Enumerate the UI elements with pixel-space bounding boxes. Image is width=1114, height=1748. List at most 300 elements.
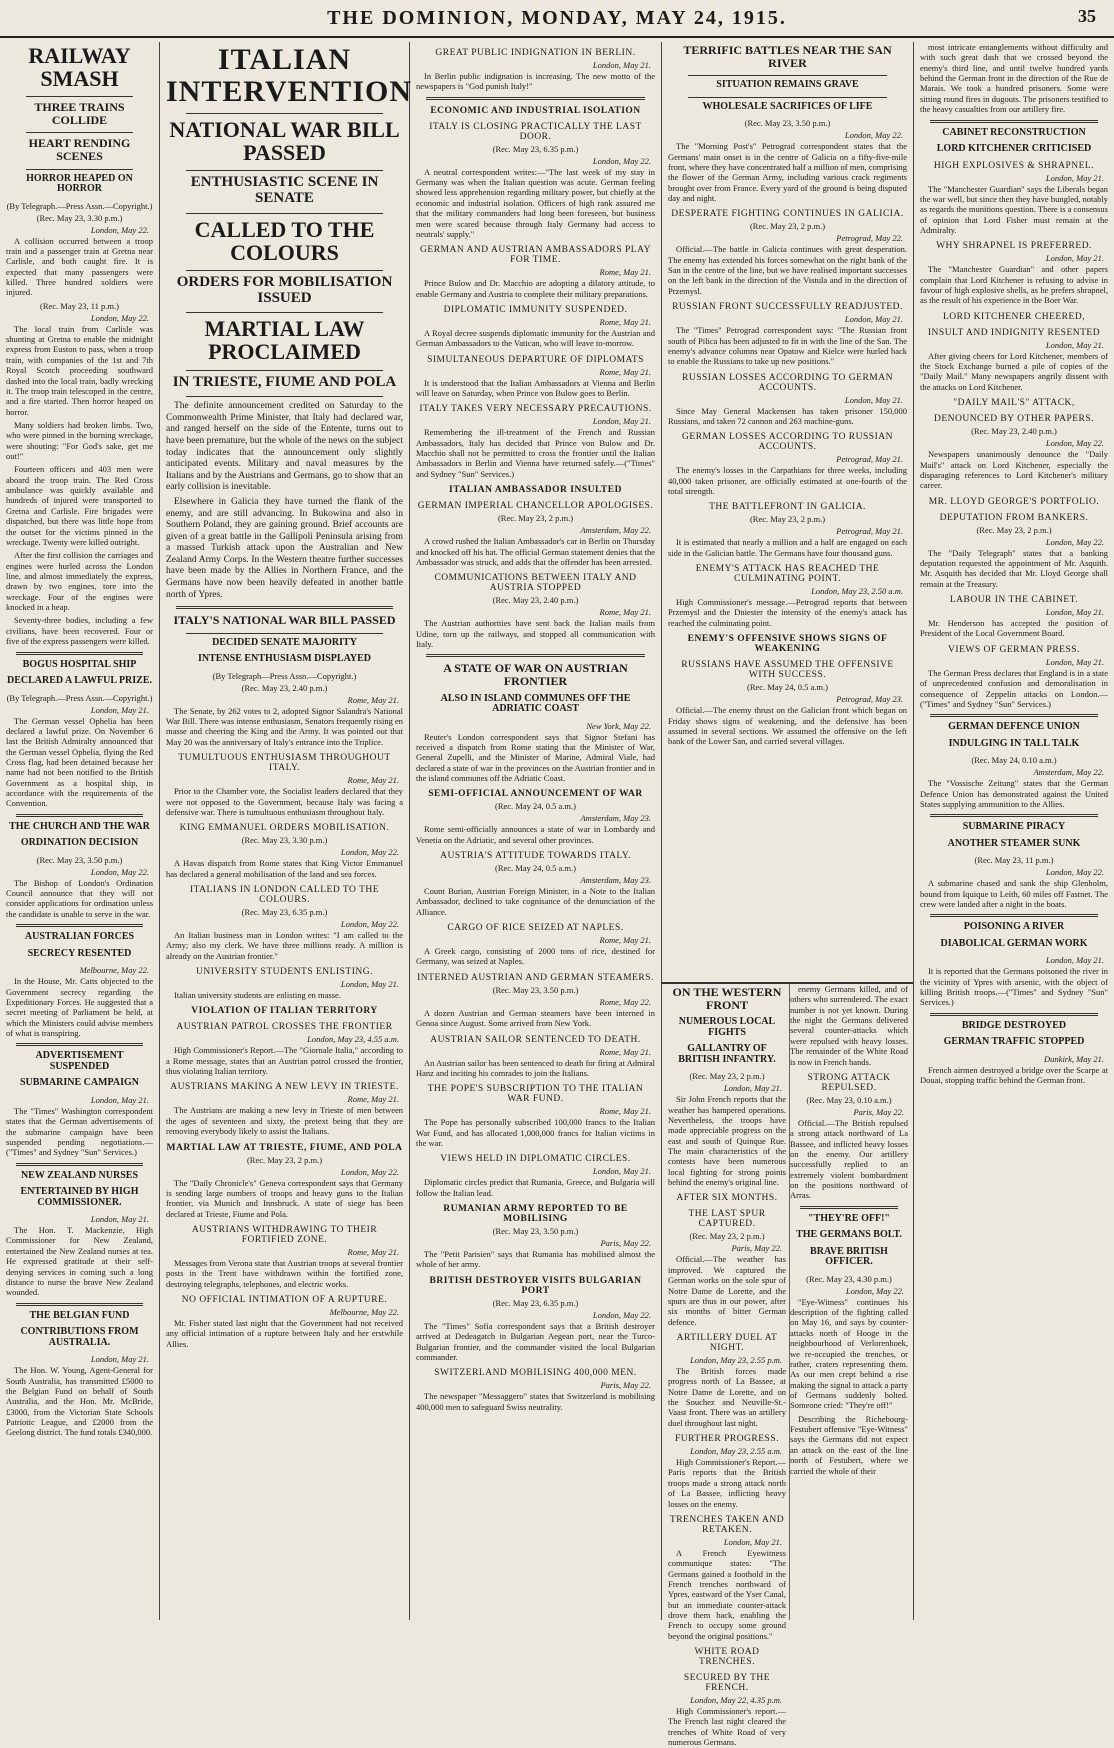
section-subhead: RUSSIAN LOSSES ACCORDING TO GERMAN ACCOUNTS. (682, 372, 893, 393)
column-1 (0, 42, 160, 1620)
divider (16, 1303, 143, 1306)
article-paragraph: Fourteen officers and 403 men were aboard the troop train. The Red Cross ambulance was quickly available and hundreds of injured were transported to Gretna and Carlisle. Fire brigades were dispatched, but there was little hope from the outset for the victims pinned in the wreckage. Twenty were killed outright. (6, 464, 153, 547)
section-subhead: LABOUR IN THE CABINET. (949, 595, 1079, 606)
divider (186, 213, 383, 214)
headline: IN TRIESTE, FIUME AND POLA (172, 373, 397, 390)
divider (930, 714, 1098, 717)
section-subhead: WHY SHRAPNEL IS PREFERRED. (936, 241, 1092, 252)
dateline: Petrograd, May 21. (836, 526, 903, 537)
dateline: Rome, May 21. (599, 1046, 651, 1057)
section-headline: RUMANIAN ARMY REPORTED TO BE MOBILISING (443, 1204, 628, 1225)
received-line: (Rec. May 23, 0.10 a.m.) (806, 1094, 892, 1105)
article-paragraph: A neutral correspondent writes:—"The last week of my stay in Germany was when the Italian question was acute. German feeling showed less apprehension regarding military power, but chiefly at the economic and industrial isolation. Officers of high rank assured me that the military commanders had long been foreseen, but business men were scared because through Italy Germany had access to neutrals' supply." (416, 166, 655, 239)
section-subhead: SIMULTANEOUS DEPARTURE OF DIPLOMATS (427, 354, 644, 365)
subheadline: GERMAN TRAFFIC STOPPED (943, 1036, 1085, 1048)
section-subhead: THE LAST SPUR CAPTURED. (688, 1209, 766, 1230)
subheadline: INDULGING IN TALL TALK (948, 737, 1080, 749)
dateline: London, May 21. (90, 1354, 149, 1365)
received-line: (Rec. May 23, 2 p.m.) (689, 1231, 765, 1242)
credit-line: (By Telegraph.—Press Assn.—Copyright.) (6, 692, 153, 703)
section-subhead: AUSTRIAN SAILOR SENTENCED TO DEATH. (430, 1034, 641, 1045)
subheadline: WHOLESALE SACRIFICES OF LIFE (702, 100, 873, 112)
section-subhead: GREAT PUBLIC INDIGNATION IN BERLIN. (435, 48, 636, 58)
received-line: (Rec. May 24, 0.10 a.m.) (971, 755, 1057, 766)
headline: ITALY'S NATIONAL WAR BILL PASSED (173, 613, 396, 628)
headline: NATIONAL WAR BILL PASSED (169, 117, 400, 166)
article-paragraph: Official.—The battle in Galicia continues with great desperation. The enemy has extended his forces somewhat on the right bank of the San in the centre of the line, but we have realised important successes on the left bank in the direction of the Vistula and in the direction of Przemysl. (668, 244, 907, 296)
section-subhead: STRONG ATTACK REPULSED. (807, 1072, 891, 1093)
section-subhead: NO OFFICIAL INTIMATION OF A RUPTURE. (181, 1295, 388, 1306)
section-subhead: DENOUNCED BY OTHER PAPERS. (933, 414, 1095, 425)
received-line: (Rec. May 23, 3.50 p.m.) (492, 984, 579, 995)
section-subhead: ITALY TAKES VERY NECESSARY PRECAUTIONS. (419, 404, 652, 415)
dateline: London, May 23, 4.55 a.m. (307, 1034, 399, 1045)
dateline: London, May 22. (844, 130, 903, 141)
article-paragraph: An Austrian sailor has been sentenced to death for firing at Admiral Hanz and inciting his comrades to join the Italians. (416, 1057, 655, 1078)
received-line: (Rec. May 23, 6.35 p.m.) (241, 906, 328, 917)
article-paragraph: The "Morning Post's" Petrograd correspondent states that the Germans' main onset is in the centre of Galicia on a fifty-five-mile front, where they have concentrated half a million of men, comprising the flower of the German Army, including various crack regiments brought over from France. Every yard of the ground is being disputed day and night. (668, 141, 907, 203)
headline: CALLED TO THE COLOURS (194, 216, 375, 265)
section-subhead: ITALIANS IN LONDON CALLED TO THE COLOURS. (189, 884, 380, 905)
article-paragraph: The German Press declares that England is in a state of unprecedented confusion and demoralisation in consequence of Zeppelin attacks on London.—("Times" and Sydney "Sun" Services.) (920, 667, 1108, 709)
dateline: Rome, May 21. (599, 366, 651, 377)
article-paragraph: The "Times" Washington correspondent states that the German advertisements of the submarine campaign have been suspended pending negotiations.—("Times" and Sydney "Sun" Services.) (6, 1105, 153, 1158)
section-subhead: GERMAN LOSSES ACCORDING TO RUSSIAN ACCOUNTS. (682, 432, 893, 453)
article-paragraph: Diplomatic circles predict that Rumania, Greece, and Bulgaria will follow the Italian lead. (416, 1177, 655, 1198)
article-paragraph: In the House, Mr. Catts objected to the Government secrecy regarding the Expeditionary Forces. He suggested that a secret meeting of Parliament be held, at which the Ministers could advise members of what is transpiring. (6, 976, 153, 1038)
subheadline: BRAVE BRITISH OFFICER. (810, 1245, 888, 1268)
section-subhead: ITALY IS CLOSING PRACTICALLY THE LAST DOOR. (429, 121, 642, 142)
dateline: Petrograd, May 22. (836, 233, 903, 244)
article-paragraph: The "Petit Parisien" says that Rumania has mobilised almost the whole of her army. (416, 1249, 655, 1270)
article-paragraph: A Havas dispatch from Rome states that King Victor Emmanuel has declared a general mobilisation of the land and sea forces. (166, 858, 403, 879)
article-paragraph: After the first collision the carriages and engines were hurled across the London line, and almost immediately the express, drawn by two engines, tore into the wreckage. Four of the engines were knocked in a heap. (6, 550, 153, 613)
divider (16, 1163, 143, 1166)
received-line: (Rec. May 23, 3.30 p.m.) (241, 835, 328, 846)
credit-line: (By Telegraph.—Press Assn.—Copyright.) (6, 200, 153, 211)
headline: A STATE OF WAR ON AUSTRIAN FRONTIER (443, 661, 628, 688)
article-paragraph: most intricate entanglements without difficulty and with such great dash that we crossed beyond the enemy's third line, and until twelve hundred yards behind the German front in the direction of the Rue de Marais. We took a hundred prisoners. Some were sitting round fires in dugouts. The prisoners testified to the heavy casualties from our artillery fire. (920, 42, 1108, 115)
received-line: (Rec. May 23, 2 p.m.) (749, 514, 826, 525)
headline: ADVERTISEMENT SUSPENDED (35, 1050, 124, 1072)
article-paragraph: The Hon. W. Young, Agent-General for South Australia, has transmitted £5000 to the Belgian Fund on behalf of South Australia, and the Hon. Mr. McBride, £3000, from the Victorian State Schools Patriotic League, and £2000 from the Geelong district. The fund totals £340,000. (6, 1365, 153, 1438)
headline-italian-intervention: ITALIAN INTERVENTION (166, 43, 412, 108)
divider (16, 652, 143, 655)
received-line: (Rec. May 23, 2 p.m.) (497, 513, 574, 524)
divider (16, 924, 143, 927)
subheadline: ALSO IN ISLAND COMMUNES OFF THE ADRIATIC COAST (440, 692, 631, 715)
headline: AUSTRALIAN FORCES (24, 931, 135, 943)
dateline: Petrograd, May 23. (836, 694, 903, 705)
section-subhead: KING EMMANUEL ORDERS MOBILISATION. (179, 823, 390, 834)
article-paragraph: French airmen destroyed a bridge over the Scarpe at Douai, stopping traffic behind the German front. (920, 1064, 1108, 1086)
received-line: (Rec. May 23, 2 p.m.) (246, 1154, 323, 1165)
article-paragraph: After giving cheers for Lord Kitchener, members of the Stock Exchange burned a pile of copies of the "Daily Mail." Many newspapers angrily dissent with the attacks on Lord Kitchener. (920, 350, 1108, 392)
section-subhead: AFTER SIX MONTHS. (676, 1193, 778, 1204)
section-subhead: DESPERATE FIGHTING CONTINUES IN GALICIA. (671, 209, 904, 220)
subheadline: THE GERMANS BOLT. (796, 1229, 902, 1241)
received-line: (Rec. May 23, 2.40 p.m.) (241, 682, 328, 693)
dateline: London, May 22. (340, 1166, 399, 1177)
column-4b (790, 984, 908, 1620)
section-subhead: RUSSIAN FRONT SUCCESSFULLY READJUSTED. (672, 302, 903, 313)
dateline: London, May 21. (340, 979, 399, 990)
article-paragraph: The Pope has personally subscribed 100,000 francs to the Italian War Fund, and has allocated 1,000,000 francs for Italian victims in the war. (416, 1117, 655, 1148)
section-headline: ITALIAN AMBASSADOR INSULTED (449, 485, 622, 496)
article-paragraph: Many soldiers had broken limbs. Two, who were pinned in the burning wreckage, were shouting: "For God's sake, get me out!" (6, 419, 153, 462)
dateline: Amsterdam, May 23. (580, 875, 651, 886)
divider (176, 606, 393, 609)
section-subhead: VIEWS OF GERMAN PRESS. (948, 644, 1080, 655)
article-paragraph: The Austrian authorities have sent back the Italian mails from Udine, torn up the railways, and stopped all communication with Italy. (416, 618, 655, 649)
received-line: (Rec. May 23, 4.30 p.m.) (806, 1273, 892, 1284)
column-4-bottom (662, 982, 913, 1748)
article-paragraph: The "Times" Petrograd correspondent says: "The Russian front south of Pilica has been adjusted to fit in with the line of the San. The enemy's advance columns near Opatow and Kielce were hurled back to enable the Russians to take up new positions." (668, 325, 907, 367)
section-subhead: GERMAN AND AUSTRIAN AMBASSADORS PLAY FOR TIME. (420, 245, 651, 266)
dateline: Paris, May 22. (600, 1380, 651, 1391)
received-line: (Rec. May 23, 11 p.m.) (974, 855, 1054, 866)
dateline: London, May 21. (90, 1214, 149, 1225)
section-subhead: INSULT AND INDIGNITY RESENTED (927, 327, 1101, 338)
subheadline: SITUATION REMAINS GRAVE (716, 79, 859, 91)
section-subhead: ARTILLERY DUEL AT NIGHT. (676, 1332, 778, 1353)
article-paragraph: Prince Bulow and Dr. Macchio are adopting a dilatory attitude, to enable Germany and Austria to complete their military preparations. (416, 278, 655, 299)
column-4-top (668, 42, 907, 977)
article-paragraph: The Senate, by 262 votes to 2, adopted Signor Salandra's National War Bill. There was intense enthusiasm, Senators frequently rising en masse and cheering the King and the Army. It was pointed out that May 20 was the anniversary of Italy's entrance into the Triplice. (166, 705, 403, 747)
section-subhead: ENEMY'S ATTACK HAS REACHED THE CULMINATING POINT. (695, 564, 880, 585)
headline: "THEY'RE OFF!" (808, 1212, 890, 1224)
article-paragraph: The German vessel Ophelia has been declared a lawful prize. On November 6 last the British Admiralty announced that the German vessel Ophelia, flying the Red Cross flag, had been detained because her name had not been notified to the British Government as a hospital ship, in accordance with the requirements of the Convention. (6, 715, 153, 809)
headline: SUBMARINE PIRACY (962, 821, 1066, 833)
dateline: London, May 21. (1045, 607, 1104, 618)
section-subhead: GERMAN IMPERIAL CHANCELLOR APOLOGISES. (417, 501, 654, 512)
section-subhead: INTERNED AUSTRIAN AND GERMAN STEAMERS. (417, 972, 654, 983)
dateline: London, May 23, 2.55 a.m. (690, 1446, 782, 1457)
divider (688, 97, 887, 98)
article-paragraph: Seventy-three bodies, including a few civilians, have been recovered. Four or five of the express passengers were killed. (6, 615, 153, 647)
dateline: London, May 23, 2.50 a.m. (811, 586, 903, 597)
article-paragraph: A dozen Austrian and German steamers have been interned in Genoa since August. Some arrived from New York. (416, 1007, 655, 1029)
article-paragraph: The "Vossische Zeitung" states that the German Defence Union has demonstrated against the United States supplying ammunition to the Allies. (920, 778, 1108, 809)
received-line: (Rec. May 23, 6.35 p.m.) (492, 1297, 579, 1308)
column-4a (668, 984, 790, 1748)
dateline: London, May 21. (592, 60, 651, 70)
divider (186, 396, 383, 397)
article-paragraph: Count Burian, Austrian Foreign Minister, in a Note to the Italian Ambassador, declined to take cognisance of the denunciation of the Alliance. (416, 886, 655, 917)
dateline: London, May 21. (844, 314, 903, 325)
article-paragraph: Describing the Richebourg-Festubert offensive "Eye-Witness" says the Germans did not expect an attack on the east of the line north of Festubert, where we carried the whole of their (790, 1413, 908, 1476)
section-headline: BRITISH DESTROYER VISITS BULGARIAN PORT (429, 1275, 642, 1296)
article-paragraph: It is understood that the Italian Ambassadors at Vienna and Berlin will leave on Saturday, when Prince von Bulow goes to Berlin. (416, 377, 655, 399)
dateline: Rome, May 21. (599, 935, 651, 946)
dateline: London, May 22. (90, 312, 149, 323)
subheadline: HEART RENDING SCENES (28, 136, 131, 163)
dateline: London, May 22. (1045, 867, 1104, 878)
dateline: Paris, May 22. (731, 1243, 782, 1254)
headline: ENTHUSIASTIC SCENE IN SENATE (190, 174, 379, 206)
divider (16, 814, 143, 817)
article-paragraph: The British forces made progress north of La Bassee, at Notre Dame de Lorette, and on the Souchez and Neuville-St.-Vaast front. There was an artillery duel throughout last night. (668, 1365, 786, 1428)
divider (186, 312, 383, 313)
dateline: Rome, May 21. (347, 1094, 399, 1105)
subheadline: GALLANTRY OF BRITISH INFANTRY. (678, 1043, 776, 1065)
article-paragraph: The definite announcement credited on Saturday to the Commonwealth Prime Minister, that Italy had declared war, and ranged herself on the side of the Entente, turns out to have been premature, but the whole of the news on the subject today indicates that the announcement only slightly anticipated events. Military and naval measures by the Italians and by the Austrians and Germans, go to show that an early collision is inevitable. (166, 401, 403, 493)
article-paragraph: High Commissioner's Report.—The "Giornale Italia," according to a Rome message, states that an Austrian patrol crossed the frontier, thus violating Italian territory. (166, 1045, 403, 1077)
article-paragraph: In Berlin public indignation is increasing. The new motto of the newspapers is "God punish Italy!" (416, 71, 655, 92)
dateline: London, May 21. (1045, 339, 1104, 350)
dateline: London, May 21. (90, 704, 149, 715)
dateline: Rome, May 22. (599, 996, 651, 1007)
article-paragraph: Official.—The British repulsed a strong attack northward of La Bassee, and inflicted heavy losses on the enemy. Our artillery successfully replied to an extremely violent bombardment on the positions northward of Arras. (790, 1117, 908, 1201)
divider (930, 1013, 1098, 1016)
headline: POISONING A RIVER (963, 921, 1065, 933)
dateline: Rome, May 21. (599, 316, 651, 327)
received-line: (Rec. May 24, 0.5 a.m.) (495, 801, 576, 812)
article-paragraph: Official.—The weather has improved. We captured the German works on the sole spur of Notre Dame de Lorette, and the spurs are thus in our power, after six months of bitter German defence. (668, 1254, 786, 1327)
dateline: New York, May 22. (586, 720, 651, 731)
subheadline: ENTERTAINED BY HIGH COMMISSIONER. (20, 1186, 139, 1208)
section-subhead: SECURED BY THE FRENCH. (683, 1673, 771, 1694)
dateline: London, May 21. (592, 1166, 651, 1177)
dateline: Rome, May 21. (599, 267, 651, 278)
section-subhead: THE POPE'S SUBSCRIPTION TO THE ITALIAN WAR FUND. (427, 1084, 644, 1105)
headline-railway-smash: RAILWAY SMASH (28, 43, 131, 92)
divider (426, 97, 645, 100)
article-paragraph: The enemy's losses in the Carpathians for three weeks, including 40,000 taken prisoner, are officially estimated at one-fourth of the total strength. (668, 465, 907, 497)
section-subhead: HIGH EXPLOSIVES & SHRAPNEL. (933, 160, 1095, 171)
dateline: Rome, May 21. (599, 1106, 651, 1117)
headline: THE BELGIAN FUND (29, 1309, 130, 1321)
section-subhead: AUSTRIAN PATROL CROSSES THE FRONTIER (176, 1022, 393, 1033)
received-line: (Rec. May 24, 0.5 a.m.) (495, 863, 576, 874)
subheadline: NUMEROUS LOCAL FIGHTS (678, 1016, 776, 1038)
received-line: (Rec. May 23, 3.30 p.m.) (36, 212, 123, 223)
article-paragraph: Since May General Mackensen has taken prisoner 150,000 Russians, and taken 72 cannon and 263 machine-guns. (668, 405, 907, 426)
received-line: (Rec. May 23, 6.35 p.m.) (492, 143, 579, 154)
section-subhead: VIEWS HELD IN DIPLOMATIC CIRCLES. (440, 1154, 631, 1165)
dateline: Dunkirk, May 21. (1044, 1053, 1104, 1064)
dateline: Rome, May 21. (347, 694, 399, 705)
credit-line: (By Telegraph—Press Assn.—Copyright.) (212, 670, 357, 681)
divider (26, 96, 133, 97)
divider (688, 75, 887, 76)
dateline: Melbourne, May 22. (329, 1307, 399, 1318)
article-paragraph: Remembering the ill-treatment of the French and Russian Ambassadors, Italy has decided that Prince von Bulow and Dr. Macchio shall not be permitted to cross the frontier until the Italian Ambassadors in Berlin and Vienna have returned safely.—("Times" and Sydney "Sun" Services.) (416, 427, 655, 479)
article-paragraph: The Hon. T. Mackenzie, High Commissioner for New Zealand, entertained the New Zealand nurses at tea. He expressed gratitude at their self-denying services in coming such a long distance to nurse the brave New Zealand wounded. (6, 1225, 153, 1298)
dateline: London, May 21. (844, 394, 903, 405)
dateline: Melbourne, May 22. (79, 965, 149, 976)
section-subhead: FURTHER PROGRESS. (674, 1434, 779, 1445)
headline: BOGUS HOSPITAL SHIP (22, 658, 137, 670)
dateline: London, May 22. (845, 1285, 904, 1296)
received-line: (Rec. May 23, 3.50 p.m.) (36, 854, 123, 865)
section-subhead: LORD KITCHENER CHEERED, (942, 311, 1086, 322)
section-subhead: CARGO OF RICE SEIZED AT NAPLES. (447, 923, 624, 934)
received-line: (Rec. May 23, 2 p.m.) (689, 1071, 765, 1082)
article-paragraph: A French Eyewitness communique states: "The Germans gained a foothold in the French trenches northward of Ypres, eastward of the Yser Canal, but an immediate counter-attack drove them back, enabling the French to occupy some ground beyond the original positions." (668, 1547, 786, 1641)
dateline: Rome, May 21. (599, 607, 651, 618)
received-line: (Rec. May 24, 0.5 a.m.) (747, 682, 828, 693)
article-paragraph: It is reported that the Germans poisoned the river in the vicinity of Ypres with arsenic, with the object of killing British troops.—("Times" and Sydney "Sun" Services.) (920, 966, 1108, 1008)
dateline: London, May 21. (723, 1083, 782, 1094)
divider (186, 270, 383, 271)
subheadline: LORD KITCHENER CRITICISED (936, 143, 1092, 155)
section-subhead: AUSTRIA'S ATTITUDE TOWARDS ITALY. (440, 851, 631, 862)
article-paragraph: Italian university students are enlisting en masse. (174, 990, 341, 1001)
section-subhead: WHITE ROAD TRENCHES. (694, 1647, 760, 1668)
headline: ORDERS FOR MOBILISATION ISSUED (176, 273, 393, 306)
article-paragraph: High Commissioner's Report.—Paris reports that the British troops made a strong attack north of La Bassee, inflicting heavy losses on the enemy. (668, 1457, 786, 1509)
dateline: Petrograd, May 21. (836, 454, 903, 465)
dateline: London, May 21. (1045, 172, 1104, 183)
dateline: London, May 22. (90, 866, 149, 877)
headline: GERMAN DEFENCE UNION (948, 721, 1080, 733)
subheadline: THREE TRAINS COLLIDE (34, 100, 125, 127)
divider (426, 654, 645, 657)
received-line: (Rec. May 23, 2 p.m.) (749, 221, 826, 232)
subheadline: DIABOLICAL GERMAN WORK (940, 937, 1088, 949)
subheadline: SECRECY RESENTED (27, 947, 132, 959)
divider (930, 120, 1098, 123)
dateline: London, May 22. (592, 155, 651, 166)
headline: BRIDGE DESTROYED (961, 1019, 1067, 1031)
dateline: London, May 21. (1045, 253, 1104, 264)
article-paragraph: A Royal decree suspends diplomatic immunity for the Austrian and German Ambassadors to the Vatican, who will leave to-morrow. (416, 327, 655, 349)
article-paragraph: "Eye-Witness" continues his description of the fighting called on May 16, and says by counter-attacks north of Hooge in the neighbourhood of Verlorenhoek, we re-occupied the trenches, or rather, craters representing them. As our men crept behind a rise making the signal to attack a party of Germans suddenly bolted. Someone cried: "They're off!" (790, 1296, 908, 1411)
article-paragraph: An Italian business man in London writes: "I am called to the Army; also my clerk. We have three millions ready. A million is already on the Austrian frontier." (166, 929, 403, 961)
article-paragraph: Messages from Verona state that Austrian troops at several frontier posts in the Trent have withdrawn within the fortified zone, destroying telegraphs, telephones, and electric works. (166, 1258, 403, 1289)
section-subhead: RUSSIANS HAVE ASSUMED THE OFFENSIVE WITH SUCCESS. (681, 660, 894, 681)
article-paragraph: A submarine chased and sank the ship Glenholm, bound from Iquique to Leith, 60 miles off Fastnet. The crew were landed after a night in the boats. (920, 878, 1108, 910)
dateline: Amsterdam, May 22. (1033, 767, 1104, 778)
dateline: London, May 22. (340, 847, 399, 858)
dateline: Amsterdam, May 23. (580, 813, 651, 824)
received-line: (Rec. May 23, 11 p.m.) (39, 300, 119, 311)
article-paragraph: The "Times" Sofia correspondent says that a British destroyer arrived at Dedeagatch in Bulgarian Aegean port, near the Turco-Bulgarian frontier, and the commander visited the local Bulgarian commander. (416, 1320, 655, 1362)
subheadline: SUBMARINE CAMPAIGN (20, 1077, 139, 1089)
article-paragraph: The newspaper "Messaggero" states that Switzerland is mobilising 400,000 men to safeguard Swiss neutrality. (416, 1391, 655, 1412)
article-paragraph: enemy Germans killed, and of others who surrendered. The exact number is not yet known. During the night the Germans delivered several counter-attacks which were repulsed with heavy losses. The remainder of the White Road is now in French hands. (790, 984, 908, 1067)
article-paragraph: A Greek cargo, consisting of 2000 tons of rice, destined for Germany, was seized at Naples. (416, 946, 655, 967)
headline: NEW ZEALAND NURSES (20, 1169, 139, 1181)
article-paragraph: Official.—The enemy thrust on the Galician front which began on Friday shows signs of weakening, and the defensive has been assumed in several sections. We assumed the offensive on the left bank of the Lower San, and carried several villages. (668, 705, 907, 747)
section-subhead: TRENCHES TAKEN AND RETAKEN. (669, 1514, 785, 1535)
section-subhead: DIPLOMATIC IMMUNITY SUSPENDED. (443, 304, 628, 315)
section-subhead: "DAILY MAIL'S" ATTACK, (953, 398, 1075, 409)
headline: TERRIFIC BATTLES NEAR THE SAN RIVER (683, 43, 892, 70)
page-number: 35 (1078, 6, 1096, 26)
divider (930, 914, 1098, 917)
section-headline: ENEMY'S OFFENSIVE SHOWS SIGNS OF WEAKENING (687, 634, 888, 655)
subheadline: DECLARED A LAWFUL PRIZE. (6, 675, 153, 686)
subheadline: INTENSE ENTHUSIASM DISPLAYED (197, 653, 371, 665)
dateline: London, May 21. (592, 416, 651, 427)
article-paragraph: Mr. Fisher stated last night that the Government had not received any official intimation of a rupture between Italy and her erstwhile Allies. (166, 1318, 403, 1349)
article-paragraph: Elsewhere in Galicia they have turned the flank of the enemy, and are still advancing. In Bukowina and also in Southern Poland, they are gaining ground. Brief accounts are given of a great battle in the Gallipoli Peninsula arising from a massed Turkish attack upon the Australian and New Zealand Army Corps. In the Western theatre further successes have been made by the Allies in Northern France, and the Germans have now been heavily defeated in another battle north of Ypres. (166, 496, 403, 600)
article-paragraph: Mr. Henderson has accepted the position of President of the Local Government Board. (920, 618, 1108, 639)
section-subhead: THE BATTLEFRONT IN GALICIA. (709, 502, 866, 513)
section-subhead: MR. LLOYD GEORGE'S PORTFOLIO. (928, 496, 1100, 507)
article-paragraph: Rome semi-officially announces a state of war in Lombardy and Venetia on the Adriatic, and several other provinces. (416, 824, 655, 845)
section-subhead: DEPUTATION FROM BANKERS. (939, 512, 1089, 523)
dateline: London, May 21. (1045, 656, 1104, 667)
dateline: London, May 21. (723, 1536, 782, 1547)
divider (186, 370, 383, 371)
section-subhead: UNIVERSITY STUDENTS ENLISTING. (196, 967, 373, 978)
dateline: London, May 22. (1045, 536, 1104, 547)
article-paragraph: The "Daily Chronicle's" Geneva correspondent says that Germany is sending large numbers of troops and heavy guns to the Italian frontier, via Munich and Innsbruck. A state of siege has been declared at Trieste, Fiume and Pola. (166, 1177, 403, 1219)
article-paragraph: A collision occurred between a troop train and a passenger train at Gretna near Carlisle, and both caught fire. It is expected that many passengers were killed. Three hundred soldiers were injured. (6, 235, 153, 298)
divider (16, 1043, 143, 1046)
article-paragraph: The local train from Carlisle was shunting at Gretna to enable the midnight express from Euston to pass, when a troop train, with companies of the 1st and 7th Royal Scotch proceeding southward dashed into the local train, badly wrecking it. The troop train telescoped in the centre, and a fire started. Then horror heaped on horror. (6, 323, 153, 417)
article-paragraph: High Commissioner's message.—Petrograd reports that between Przemysl and the Dniester the intensity of the enemy's attack has reached the culminating point. (668, 597, 907, 628)
headline: ON THE WESTERN FRONT (672, 985, 782, 1012)
article-paragraph: Sir John French reports that the weather has hampered operations. Nevertheless, the troops have made appreciable progress on the east and south of Quinque Rue. The main characteristics of the contests have been numerous local fighting for strong points behind the enemy's original line. (668, 1094, 786, 1188)
article-paragraph: The Austrians are making a new levy in Trieste of men between the ages of seventeen and sixty, the pretext being that they are removing everybody likely to assist the Italians. (166, 1105, 403, 1137)
dateline: Paris, May 22. (600, 1238, 651, 1249)
section-subhead: SWITZERLAND MOBILISING 400,000 MEN. (434, 1368, 637, 1379)
divider (800, 1206, 898, 1209)
divider (186, 633, 383, 634)
section-headline: SEMI-OFFICIAL ANNOUNCEMENT OF WAR (428, 789, 643, 800)
article-paragraph: Prior to the Chamber vote, the Socialist leaders declared that they were not opposed to the Government, because Italy was facing a defensive war. There is tumultuous enthusiasm throughout Italy. (166, 786, 403, 817)
dateline: London, May 22. (340, 918, 399, 929)
received-line: (Rec. May 23, 2 p.m.) (976, 524, 1052, 535)
received-line: (Rec. May 23, 3.50 p.m.) (492, 1226, 579, 1237)
dateline: Paris, May 22. (853, 1106, 904, 1117)
article-paragraph: The "Manchester Guardian" says the Liberals began the war well, but since then they have bungled, notably as regards the munitions question. There is a consensus of opinion that Lord Fisher must remain at the Admiralty. (920, 183, 1108, 235)
headline: MARTIAL LAW PROCLAIMED (204, 316, 365, 365)
masthead-title: THE DOMINION, MONDAY, MAY 24, 1915. (327, 6, 787, 29)
subheadline: HORROR HEAPED ON HORROR (26, 172, 133, 195)
dateline: London, May 22. (90, 224, 149, 235)
masthead (0, 0, 1114, 38)
dateline: London, May 22, 4.35 p.m. (690, 1695, 782, 1706)
subheadline: ANOTHER STEAMER SUNK (947, 837, 1081, 849)
column-4 (662, 42, 914, 1748)
received-line: (Rec. May 23, 3.50 p.m.) (744, 118, 831, 129)
column-5 (914, 42, 1114, 1620)
article-paragraph: Reuter's London correspondent says that Signor Stefani has received a dispatch from Rome stating that the Minister of War, General Zupelli, and the Minister of Marine, Admiral Viale, had declared a state of war in the provinces on the Austrian frontier and in the island communes off the Adriatic Coast. (416, 731, 655, 783)
divider (26, 169, 133, 170)
article-paragraph: High Commissioner's report.—The French last night cleared the trenches of White Road of very numerous Germans. (668, 1706, 786, 1748)
received-line: (Rec. May 23, 2.40 p.m.) (492, 595, 579, 606)
section-subhead: COMMUNICATIONS BETWEEN ITALY AND AUSTRIA STOPPED (434, 573, 637, 594)
column-2 (160, 42, 410, 1620)
subheadline: ORDINATION DECISION (20, 837, 139, 849)
divider (186, 170, 383, 171)
dateline: Rome, May 21. (347, 1247, 399, 1257)
dateline: London, May 22. (1045, 438, 1104, 449)
article-paragraph: The "Daily Telegraph" states that a banking deputation requested the appointment of Mr. Asquith. Mr. Asquith has decided that Mr. Lloyd George shall remain at the Treasury. (920, 547, 1108, 589)
dateline: London, May 21. (90, 1094, 149, 1105)
dateline: London, May 23, 2.55 p.m. (690, 1354, 782, 1365)
dateline: Rome, May 21. (347, 775, 399, 786)
dateline: London, May 22. (592, 1309, 651, 1320)
received-line: (Rec. May 23, 2.40 p.m.) (971, 426, 1057, 437)
divider (930, 814, 1098, 817)
section-headline: MARTIAL LAW AT TRIESTE, FIUME, AND POLA (166, 1142, 403, 1153)
dateline: Amsterdam, May 22. (580, 525, 651, 536)
section-subhead: TUMULTUOUS ENTHUSIASM THROUGHOUT ITALY. (178, 753, 391, 774)
article-paragraph: A crowd rushed the Italian Ambassador's car in Berlin on Thursday and knocked off his hat. The official German statement denies that the Ambassador was struck, and adds that the offender has been arrested. (416, 536, 655, 567)
subheadline: DECIDED SENATE MAJORITY (212, 636, 357, 648)
section-subhead: AUSTRIANS WITHDRAWING TO THEIR FORTIFIED ZONE. (191, 1225, 378, 1245)
article-paragraph: The "Manchester Guardian" and other papers complain that Lord Kitchener is refusing to advise in favour of high explosive shells, as he prefers shrapnel, as the result of his experience in the Boer War. (920, 264, 1108, 306)
divider (26, 132, 133, 133)
subheadline: CONTRIBUTIONS FROM AUSTRALIA. (20, 1326, 139, 1348)
divider (186, 113, 383, 114)
